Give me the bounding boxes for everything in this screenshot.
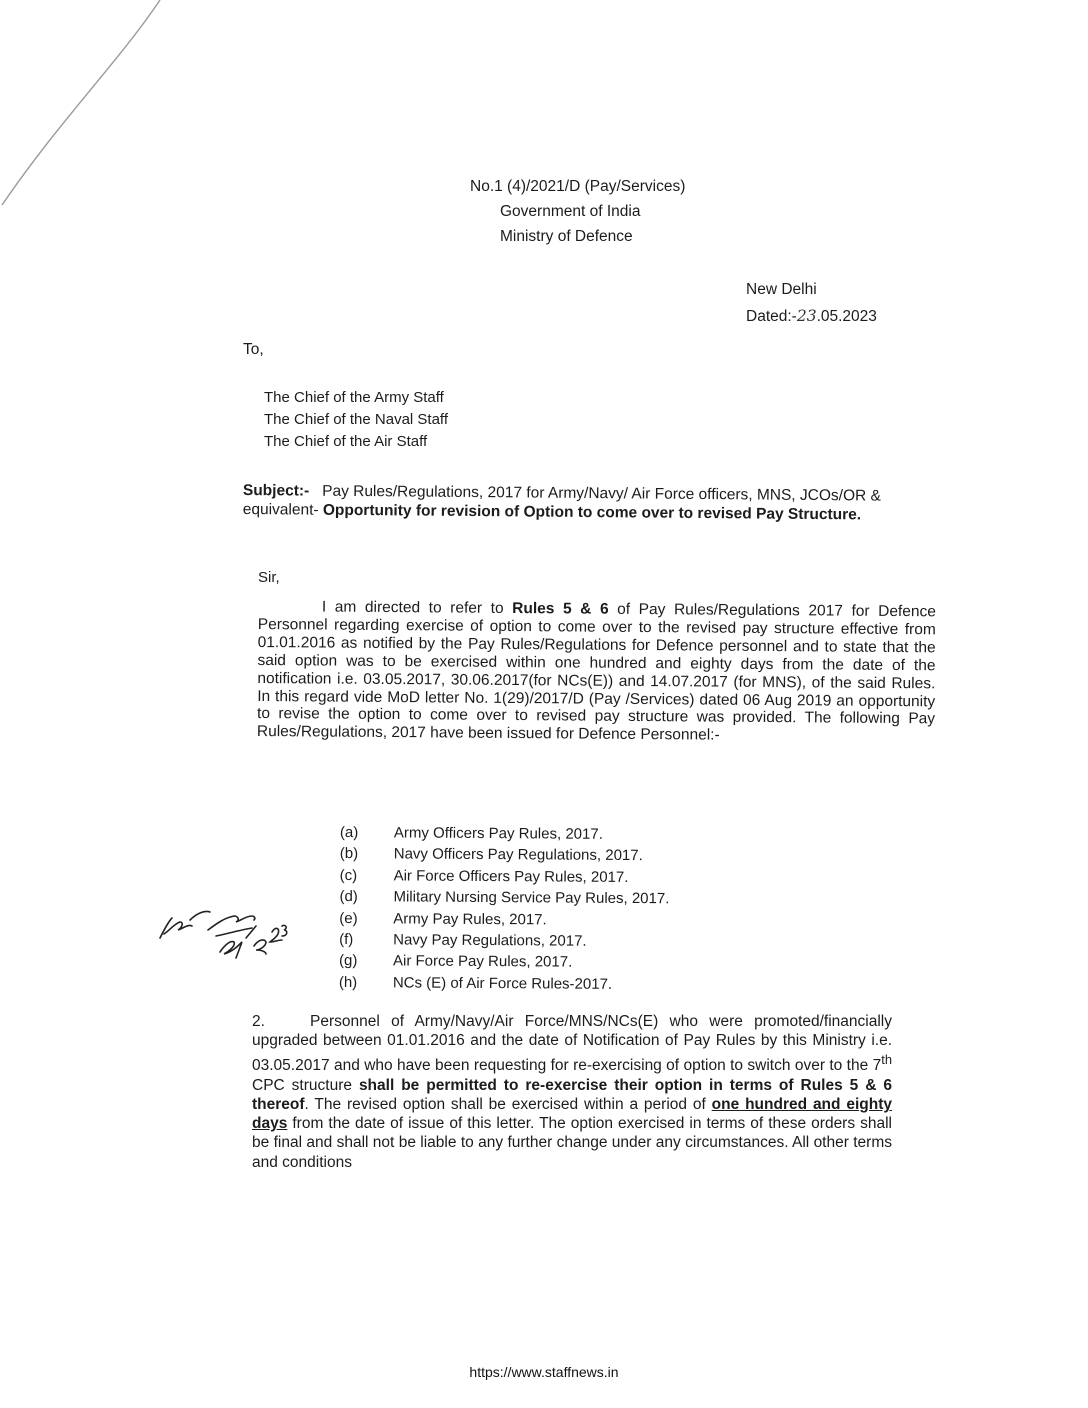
letter-header <box>470 174 685 249</box>
dated-label: Dated:- <box>746 308 797 325</box>
subject-bold-text: Opportunity for revision of Option to come over to revised Pay Structure. <box>322 501 862 524</box>
para2-text-c: . The revised option shall be exercised within a period of <box>304 1095 706 1113</box>
list-item: (h) NCs (E) of Air Force Rules-2017. <box>338 973 613 993</box>
ministry-line: Ministry of Defence <box>500 228 633 245</box>
dated-rest: .05.2023 <box>816 308 877 325</box>
addressee-air: The Chief of the Air Staff <box>264 433 428 450</box>
date-line <box>746 303 877 330</box>
salutation: Sir, <box>258 569 280 586</box>
list-item: (f) Navy Pay Regulations, 2017. <box>339 931 587 950</box>
handwritten-issued-annotation <box>150 890 290 970</box>
para2-underlined: one hundred and eighty days <box>252 1095 893 1133</box>
list-item: (b) Navy Officers Pay Regulations, 2017. <box>339 845 643 865</box>
para2-text-a: Personnel of Army/Navy/Air Force/MNS/NCs(E) who were promoted/financially upgraded between 01.01.2016 and the date of Notification of Pay Rules by this Ministry i.e. 03.05.2017 and who have been requesting for re-exercising of option to switch over to the 7 <box>252 1013 892 1075</box>
city: New Delhi <box>746 281 817 298</box>
list-item: (c) Air Force Officers Pay Rules, 2017. <box>339 866 629 886</box>
para2-sup: th <box>881 1052 892 1068</box>
para2-bold: shall be permitted to re-exercise their option in terms of Rules 5 & 6 thereof <box>252 1076 892 1113</box>
para1-text-b: of Pay Rules/Regulations 2017 for Defence Personnel regarding exercise of option to come over to the revised pay structure effective from 01.01.2016 as notified by the Pay Rules/Regulations for Defence personnel and to state that the said option was to be exercised within one hundred and eighty days from the date of the notification i.e. 03.05.2017, 30.06.2017(for NCs(E)) and 14.07.2017 (for MNS), of the said Rules. In this regard vide MoD letter No. 1(29)/2017/D (Pay /Services) dated 06 Aug 2019 an opportunity to revise the option to come over to revised pay structure was provided. The following Pay Rules/Regulations, 2017 have been issued for Defence Personnel:- <box>256 600 936 744</box>
rules-list <box>339 822 670 996</box>
para1-rules-ref: Rules 5 & 6 <box>512 599 609 618</box>
file-number: No.1 (4)/2021/D (Pay/Services) <box>470 178 686 195</box>
para2-text-b: CPC structure <box>252 1076 352 1094</box>
addressee-navy: The Chief of the Naval Staff <box>264 411 448 428</box>
addressee-list <box>264 387 448 453</box>
para1-text-a: I am directed to refer to <box>321 598 504 617</box>
to-label: To, <box>243 341 264 358</box>
subject-text: Pay Rules/Regulations, 2017 for Army/Navy/ Air Force officers, MNS, JCOs/OR & equivalent- <box>242 482 881 519</box>
addressee-army: The Chief of the Army Staff <box>264 389 444 406</box>
list-item: (g) Air Force Pay Rules, 2017. <box>338 952 573 972</box>
government-line: Government of India <box>500 203 641 220</box>
place-and-date <box>746 276 877 330</box>
para2-number: 2. <box>252 1013 265 1030</box>
list-item: (a) Army Officers Pay Rules, 2017. <box>339 823 603 843</box>
dated-handwritten-day: 23 <box>796 307 817 325</box>
subject-label: Subject:- <box>242 481 310 500</box>
para2-text-d: from the date of issue of this letter. The option exercised in terms of these orders shall be final and shall not be liable to any further change under any circumstances. All other terms and conditions <box>252 1115 892 1171</box>
subject-block <box>243 481 905 525</box>
footer-url: https://www.staffnews.in <box>469 1364 619 1380</box>
scan-edge-mark <box>0 0 200 230</box>
paragraph-2 <box>252 1012 892 1172</box>
paragraph-1 <box>257 598 936 747</box>
list-item: (e) Army Pay Rules, 2017. <box>339 909 547 929</box>
list-item: (d) Military Nursing Service Pay Rules, 2017. <box>339 888 670 908</box>
